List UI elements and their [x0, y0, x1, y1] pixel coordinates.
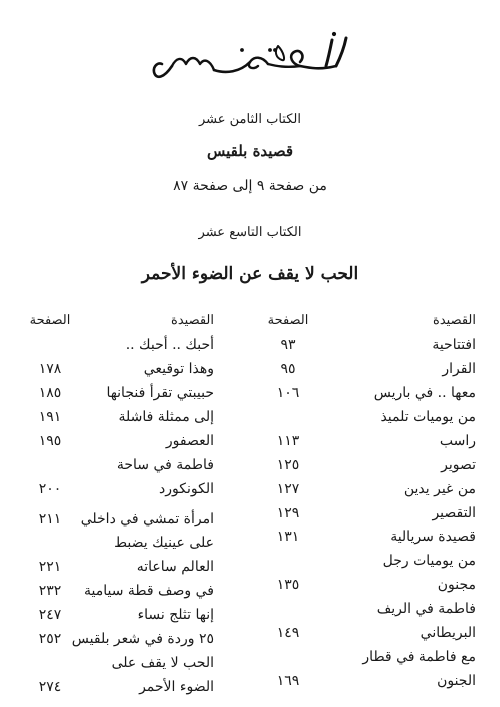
- right-poem-title: راسب: [439, 433, 476, 449]
- left-poem-title: الحب لا يقف على: [111, 655, 214, 671]
- left-poem-title: إلى ممثلة فاشلة: [118, 409, 214, 425]
- right-poem-title: افتتاحية: [432, 337, 476, 353]
- left-poem-page: ٢٣٢: [38, 583, 62, 599]
- left-poem-title: فاطمة في ساحة: [116, 457, 214, 473]
- right-poem-page: ١٤٩: [276, 625, 300, 641]
- book-19-title: الحب لا يقف عن الضوء الأحمر: [141, 264, 359, 284]
- left-poem-title: الضوء الأحمر: [139, 679, 214, 695]
- right-poem-title: معها .. في باريس: [373, 385, 476, 401]
- right-poem-page: ١٢٧: [276, 481, 300, 497]
- left-poem-title: امرأة تمشي في داخلي: [80, 511, 214, 527]
- left-column-page-header: الصفحة: [29, 313, 71, 328]
- left-poem-page: ١٩٥: [38, 433, 62, 449]
- left-poem-title: على عينيك يضبط: [114, 535, 214, 551]
- left-poem-page: ١٨٥: [38, 385, 62, 401]
- left-poem-title: أحبك .. أحبك ..: [125, 337, 214, 353]
- right-poem-title: البريطاني: [420, 625, 476, 641]
- right-poem-title: قصيدة سريالية: [390, 529, 476, 545]
- right-poem-page: ١٢٩: [276, 505, 300, 521]
- right-poem-page: ١٢٥: [276, 457, 300, 473]
- right-poem-page: ١٦٩: [276, 673, 300, 689]
- left-poem-page: ١٩١: [38, 409, 62, 425]
- right-column-page-header: الصفحة: [267, 313, 309, 328]
- right-poem-title: تصوير: [441, 457, 476, 473]
- left-poem-page: ١٧٨: [38, 361, 62, 377]
- left-poem-title: وهذا توقيعي: [143, 361, 214, 377]
- book-18-title: قصيدة بلقيس: [206, 142, 294, 160]
- left-poem-page: ٢٠٠: [38, 481, 62, 497]
- left-poem-title: ٢٥ وردة في شعر بلقيس: [71, 631, 214, 647]
- left-poem-title: العالم ساعاته: [136, 559, 214, 575]
- right-poem-title: من غير يدين: [403, 481, 476, 497]
- left-poem-page: ٢٤٧: [38, 607, 62, 623]
- left-poem-title: الكونكورد: [159, 481, 214, 497]
- right-poem-title: مجنون: [437, 577, 476, 593]
- left-poem-title: في وصف قطة سيامية: [84, 583, 214, 599]
- right-poem-page: ١١٣: [276, 433, 300, 449]
- book-18-page-range: من صفحة ٩ إلى صفحة ٨٧: [173, 178, 327, 194]
- right-poem-title: فاطمة في الريف: [376, 601, 476, 617]
- left-poem-page: ٢١١: [38, 511, 62, 527]
- right-column-poem-header: القصيدة: [433, 313, 476, 328]
- right-poem-title: مع فاطمة في قطار: [362, 649, 476, 665]
- right-poem-page: ٩٥: [280, 361, 296, 377]
- right-poem-page: ١٣١: [276, 529, 300, 545]
- right-poem-title: التقصير: [432, 505, 476, 521]
- left-poem-title: حبيبتي تقرأ فنجانها: [106, 385, 214, 401]
- right-poem-page: ١٠٦: [276, 385, 300, 401]
- left-poem-page: ٢٢١: [38, 559, 62, 575]
- right-poem-title: من يوميات تلميذ: [380, 409, 476, 425]
- right-poem-page: ١٣٥: [276, 577, 300, 593]
- book-18-label: الكتاب الثامن عشر: [199, 112, 301, 127]
- left-poem-page: ٢٥٢: [38, 631, 62, 647]
- right-poem-title: من يوميات رجل: [382, 553, 476, 569]
- right-poem-page: ٩٣: [280, 337, 296, 353]
- left-poem-title: العصفور: [165, 433, 214, 449]
- left-poem-page: ٢٧٤: [38, 679, 62, 695]
- right-poem-title: الجنون: [437, 673, 476, 689]
- left-poem-title: إنها تثلج نساء: [137, 607, 214, 623]
- left-column-poem-header: القصيدة: [171, 313, 214, 328]
- book-19-label: الكتاب التاسع عشر: [198, 225, 302, 240]
- right-poem-title: القرار: [442, 361, 476, 377]
